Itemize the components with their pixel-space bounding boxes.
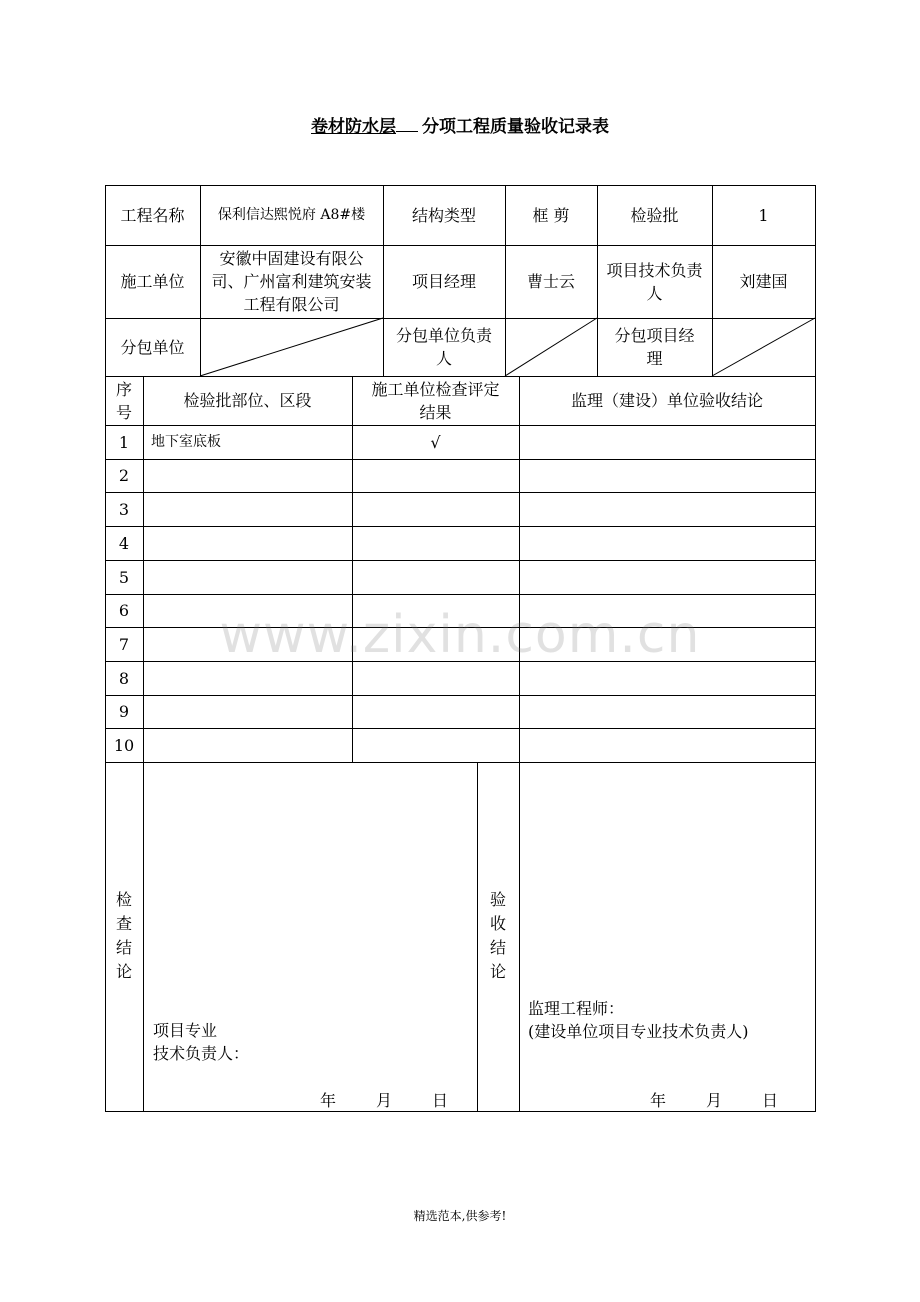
grid-line [519, 762, 520, 1111]
row-check-result [352, 560, 519, 594]
grid-line [105, 695, 816, 696]
check-year: 年 [320, 1091, 337, 1110]
row-location [143, 661, 352, 695]
row-accept-result [519, 492, 815, 526]
grid-line [105, 318, 816, 319]
row-seq: 10 [113, 735, 135, 755]
pm-value: 曹士云 [526, 272, 575, 291]
row-location [143, 627, 352, 661]
contractor-value: 安徽中固建设有限公司、广州富利建筑安装工程有限公司 [211, 249, 372, 314]
grid-line [143, 376, 144, 762]
accept-date [650, 1088, 778, 1111]
grid-line [105, 492, 816, 493]
col-location-header: 检验批部位、区段 [183, 391, 312, 410]
row-location [143, 560, 352, 594]
col-seq-header: 序号 [115, 379, 132, 422]
batch-value: 1 [758, 205, 769, 225]
grid-line [105, 728, 816, 729]
pm-label: 项目经理 [411, 272, 476, 291]
row-seq: 7 [118, 634, 130, 654]
watermark: www.zixin.com.cn [219, 605, 701, 665]
check-signer-line2: 技术负责人： [153, 1044, 250, 1063]
row-location [143, 728, 352, 762]
row-accept-result [519, 695, 815, 728]
check-month: 月 [376, 1091, 393, 1110]
row-seq: 4 [118, 533, 130, 553]
row-check-result [352, 459, 519, 492]
grid-line [383, 185, 384, 376]
row-seq: 9 [118, 702, 130, 721]
accept-day: 日 [762, 1091, 779, 1110]
row-accept-result [519, 661, 815, 695]
row-check-result [352, 661, 519, 695]
grid-line [143, 762, 144, 1111]
row-location [143, 492, 352, 526]
col-check-header: 施工单位检查评定结果 [371, 379, 500, 422]
grid-line [712, 185, 713, 376]
check-date [320, 1088, 448, 1111]
row-check-result [352, 492, 519, 526]
project-name-label: 工程名称 [120, 205, 185, 225]
grid-line [477, 762, 478, 1111]
structure-type-value: 框 剪 [532, 205, 570, 225]
grid-line [597, 185, 598, 376]
grid-line [105, 560, 816, 561]
row-location [143, 526, 352, 560]
row-accept-result [519, 594, 815, 627]
accept-month: 月 [706, 1091, 723, 1110]
row-accept-result [519, 526, 815, 560]
title-subject: 卷材防水层 [311, 117, 396, 137]
batch-label: 检验批 [630, 205, 679, 225]
check-signer-line1: 项目专业 [153, 1021, 218, 1040]
contractor-label: 施工单位 [120, 272, 185, 291]
project-name-value: 保利信达熙悦府 A8#楼 [217, 206, 366, 223]
row-check-result [352, 728, 519, 762]
footer-note: 精选范本,供参考! [413, 1209, 507, 1223]
accept-conclusion-label: 验收结论 [489, 890, 506, 981]
row-location [143, 459, 352, 492]
accept-year: 年 [650, 1091, 667, 1110]
grid-line [815, 185, 816, 1112]
row-check-result [352, 627, 519, 661]
row-accept-result [519, 560, 815, 594]
grid-line [105, 245, 816, 246]
grid-line [105, 526, 816, 527]
row-seq: 8 [118, 668, 130, 688]
title-blank-line [396, 117, 418, 132]
grid-line [105, 459, 816, 460]
row-check-result [352, 594, 519, 627]
row-seq: 3 [118, 499, 130, 519]
grid-line [105, 1111, 816, 1112]
structure-type-label: 结构类型 [411, 205, 476, 225]
row-accept-result [519, 459, 815, 492]
grid-line [105, 376, 816, 377]
grid-line [105, 762, 816, 763]
row-seq: 6 [118, 601, 130, 620]
grid-line [105, 594, 816, 595]
check-day: 日 [432, 1091, 449, 1110]
accept-signer-line1: 监理工程师： [528, 999, 625, 1018]
row-location [143, 594, 352, 627]
grid-line [105, 627, 816, 628]
grid-line [519, 376, 520, 762]
grid-line [105, 661, 816, 662]
grid-line [505, 185, 506, 376]
title-suffix: 分项工程质量验收记录表 [422, 117, 609, 137]
row-seq: 2 [118, 466, 130, 485]
col-accept-header: 监理（建设）单位验收结论 [570, 391, 763, 410]
row-location: 地下室底板 [151, 433, 221, 450]
row-seq: 1 [118, 432, 130, 452]
document-title [0, 112, 920, 137]
tech-lead-value: 刘建国 [739, 272, 788, 291]
row-accept-result [519, 425, 815, 459]
sub-pm-label: 分包项目经理 [614, 326, 695, 368]
check-conclusion-label: 检查结论 [115, 890, 132, 981]
grid-line [105, 425, 816, 426]
grid-line [200, 185, 201, 376]
sub-unit-label: 分包单位 [120, 337, 185, 357]
row-accept-result [519, 627, 815, 661]
grid-line [105, 185, 106, 1112]
row-accept-result [519, 728, 815, 762]
accept-signer-line2: (建设单位项目专业技术负责人) [528, 1022, 749, 1041]
grid-line [352, 376, 353, 762]
row-check-result [352, 695, 519, 728]
row-seq: 5 [118, 567, 130, 587]
grid-line [105, 185, 816, 186]
sub-unit-lead-label: 分包单位负责人 [395, 326, 492, 368]
row-check-result [352, 526, 519, 560]
row-check-result: √ [430, 432, 441, 452]
tech-lead-label: 项目技术负责人 [606, 260, 703, 303]
row-location [143, 695, 352, 728]
